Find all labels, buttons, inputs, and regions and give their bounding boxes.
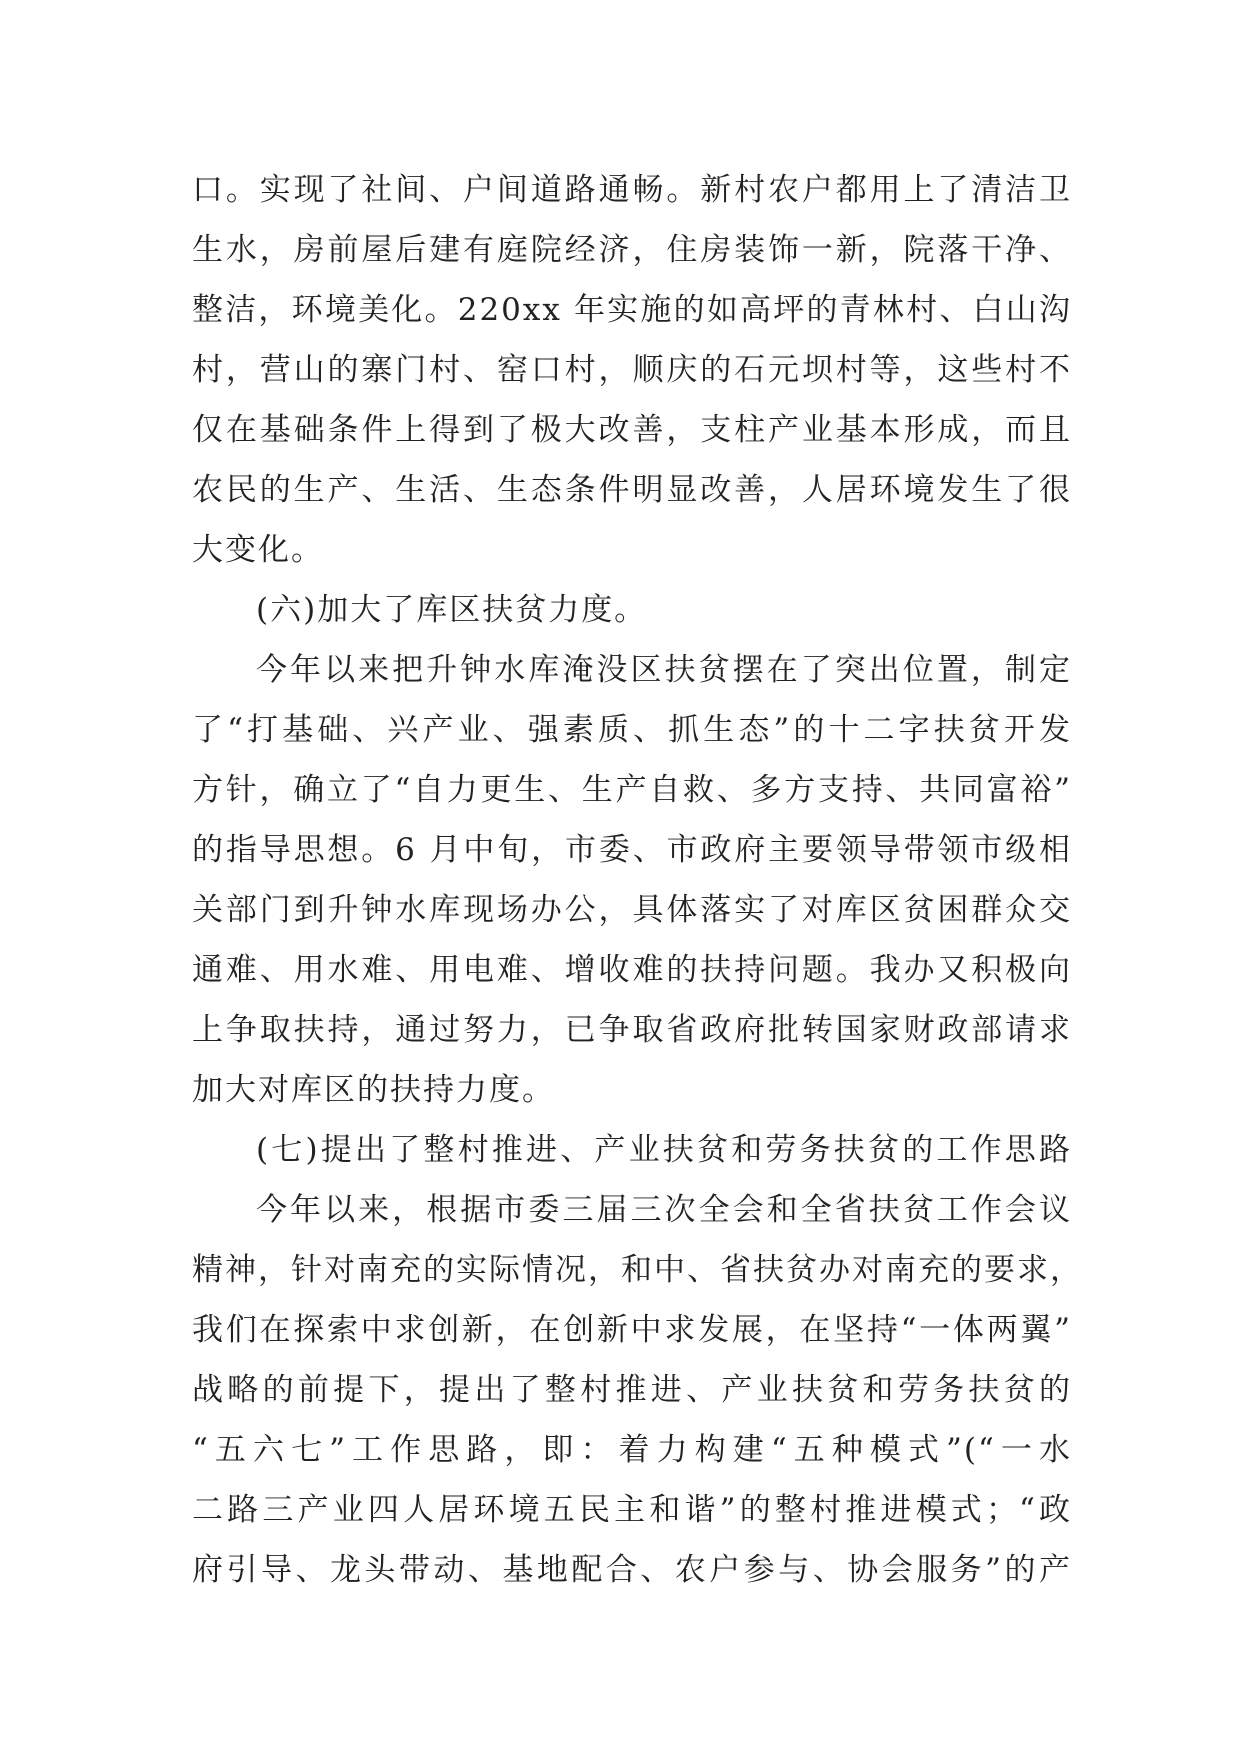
- text-line: 农民的生产、生活、生态条件明显改善，人居环境发生了很: [192, 472, 1072, 508]
- text-line: (七)提出了整村推进、产业扶贫和劳务扶贫的工作思路: [256, 1132, 1072, 1168]
- body-text: [192, 160, 1083, 1600]
- text-line: 府引导、龙头带动、基地配合、农户参与、协会服务”的产: [192, 1552, 1072, 1588]
- text-line: 加大对库区的扶持力度。: [192, 1072, 555, 1108]
- text-line: 我们在探索中求创新，在创新中求发展，在坚持“一体两翼”: [192, 1312, 1072, 1348]
- text-line: 生水，房前屋后建有庭院经济，住房装饰一新，院落干净、: [192, 232, 1072, 268]
- text-line: 的指导思想。6 月中旬，市委、市政府主要领导带领市级相: [192, 832, 1072, 868]
- text-line: 二路三产业四人居环境五民主和谐”的整村推进模式；“政: [192, 1492, 1072, 1528]
- text-line: 口。实现了社间、户间道路通畅。新村农户都用上了清洁卫: [192, 172, 1072, 208]
- text-line: 上争取扶持，通过努力，已争取省政府批转国家财政部请求: [192, 1012, 1072, 1048]
- text-line: 关部门到升钟水库现场办公，具体落实了对库区贫困群众交: [192, 892, 1072, 928]
- text-line: 整洁，环境美化。220xx 年实施的如高坪的青林村、白山沟: [192, 292, 1072, 328]
- text-line: 今年以来把升钟水库淹没区扶贫摆在了突出位置，制定: [256, 652, 1072, 688]
- text-line: 了“打基础、兴产业、强素质、抓生态”的十二字扶贫开发: [192, 712, 1072, 748]
- text-line: 方针，确立了“自力更生、生产自救、多方支持、共同富裕”: [192, 772, 1072, 808]
- text-line: 大变化。: [192, 532, 324, 568]
- text-line: “五六七”工作思路，即：着力构建“五种模式”(“一水: [192, 1432, 1072, 1468]
- text-line: 战略的前提下，提出了整村推进、产业扶贫和劳务扶贫的: [192, 1372, 1072, 1408]
- text-line: 通难、用水难、用电难、增收难的扶持问题。我办又积极向: [192, 952, 1072, 988]
- text-line: 村，营山的寨门村、窑口村，顺庆的石元坝村等，这些村不: [192, 352, 1072, 388]
- text-line: 今年以来，根据市委三届三次全会和全省扶贫工作会议: [256, 1192, 1072, 1228]
- text-line: (六)加大了库区扶贫力度。: [256, 592, 648, 628]
- text-line: 仅在基础条件上得到了极大改善，支柱产业基本形成，而且: [192, 412, 1072, 448]
- text-line: 精神，针对南充的实际情况，和中、省扶贫办对南充的要求，: [192, 1252, 1083, 1288]
